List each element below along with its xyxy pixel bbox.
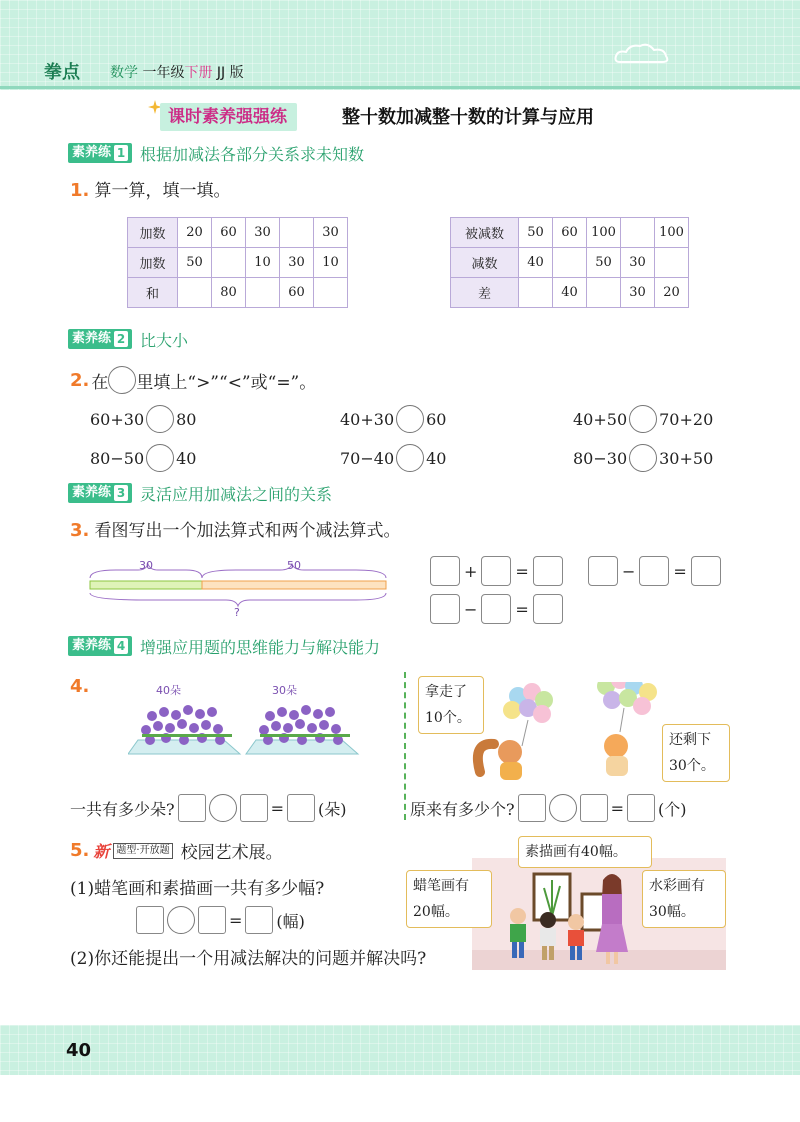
section-tag: 素养练 1	[68, 143, 132, 163]
balloon-bunch-left-icon	[503, 683, 553, 746]
subtraction-table: 被减数 50 60 100 100 减数 40 50 30 差 40 30 20	[450, 217, 689, 308]
section-title: 灵活应用加减法之间的关系	[140, 484, 333, 504]
flowerbed-label-a: 40朵	[156, 684, 181, 697]
page-number: 40	[66, 1040, 92, 1061]
question-ask-flowers: 一共有多少朵?	[70, 799, 175, 819]
answer-box[interactable]	[178, 794, 206, 822]
answer-box[interactable]	[518, 794, 546, 822]
addition-equation: + =	[430, 556, 563, 586]
compare-item-2: 40+30 60	[340, 405, 446, 433]
lesson-badge: 课时素养强强练	[160, 103, 297, 131]
operator-circle[interactable]	[549, 794, 577, 822]
page-title: 整十数加减整十数的计算与应用	[342, 107, 594, 128]
answer-box[interactable]	[588, 556, 618, 586]
answer-box[interactable]	[430, 594, 460, 624]
fox-icon	[604, 734, 628, 776]
section-header-4	[68, 635, 380, 657]
segment-label-b: 50	[287, 559, 301, 572]
section-tag: 素养练 4	[68, 636, 132, 656]
answer-box[interactable]	[240, 794, 268, 822]
question-number: 3.	[70, 520, 90, 541]
question-text: 校园艺术展。	[180, 843, 283, 863]
operator-circle[interactable]	[209, 794, 237, 822]
question-2	[70, 366, 316, 394]
answer-box[interactable]	[481, 594, 511, 624]
question-text: 算一算，填一填。	[94, 181, 231, 201]
question-number: 5.	[70, 840, 90, 861]
segment-diagram	[86, 556, 396, 624]
balloons-illustration	[472, 682, 672, 786]
section-header-3	[68, 482, 332, 504]
question-text-a: 在	[91, 372, 109, 393]
section-tag: 素养练 2	[68, 329, 132, 349]
question-number: 4.	[70, 676, 90, 697]
book-info	[110, 62, 244, 82]
unit-label: (幅)	[276, 911, 305, 931]
question-text-b: 里填上“>”“<”或“=”。	[136, 372, 317, 393]
compare-circle[interactable]	[396, 405, 424, 433]
answer-box[interactable]	[481, 556, 511, 586]
section-title: 根据加减法各部分关系求未知数	[140, 144, 365, 164]
operator-circle[interactable]	[167, 906, 195, 934]
question-text: 看图写出一个加法算式和两个减法算式。	[94, 521, 401, 541]
sample-circle	[108, 366, 136, 394]
subtraction-equation-1: − =	[588, 556, 721, 586]
section-header-2	[68, 328, 188, 350]
question-3	[70, 516, 400, 541]
compare-item-4: 80−50 40	[90, 444, 196, 472]
edition: JJ 版	[216, 65, 244, 81]
compare-circle[interactable]	[146, 444, 174, 472]
compare-circle[interactable]	[146, 405, 174, 433]
flowerbed-right-icon	[246, 705, 358, 754]
flowerbed-left-icon	[128, 705, 240, 754]
answer-box[interactable]	[198, 906, 226, 934]
compare-circle[interactable]	[629, 405, 657, 433]
section-title: 增强应用题的思维能力与解决能力	[140, 637, 381, 657]
compare-item-5: 70−40 40	[340, 444, 446, 472]
subject: 数学	[110, 65, 138, 81]
sub-question-1: (1)蜡笔画和素描画一共有多少幅?	[70, 879, 325, 899]
grade: 一年级	[142, 65, 185, 81]
term: 下册	[184, 65, 213, 81]
section-tag: 素养练 3	[68, 483, 132, 503]
question-number: 2.	[70, 369, 90, 391]
compare-item-6: 80−30 30+50	[573, 444, 713, 472]
answer-box[interactable]	[245, 906, 273, 934]
subtraction-equation-2: − =	[430, 594, 563, 624]
answer-box[interactable]	[627, 794, 655, 822]
speech-bubble-watercolor: 水彩画有 30幅。	[642, 870, 726, 928]
answer-box[interactable]	[533, 556, 563, 586]
answer-box[interactable]	[639, 556, 669, 586]
cloud-icon	[612, 40, 672, 66]
speech-bubble-left: 还剩下 30个。	[662, 724, 730, 782]
balloon-equation: 原来有多少个? = (个)	[410, 794, 687, 822]
answer-box[interactable]	[136, 906, 164, 934]
segment-label-a: 30	[139, 559, 153, 572]
section-title: 比大小	[140, 330, 189, 350]
speech-bubble-taken: 拿走了 10个。	[418, 676, 484, 734]
question-ask-balloons: 原来有多少个?	[410, 799, 515, 819]
art-equation: = (幅)	[136, 906, 305, 934]
question-1	[70, 176, 230, 201]
unit-label: (朵)	[318, 799, 347, 819]
flower-equation: 一共有多少朵? = (朵)	[70, 794, 347, 822]
flowerbed-label-b: 30朵	[272, 684, 297, 697]
flowerbeds-illustration	[128, 696, 388, 758]
section-header-1	[68, 142, 364, 164]
segment-total-label: ?	[234, 606, 240, 619]
header-divider	[0, 86, 800, 89]
compare-item-3: 40+50 70+20	[573, 405, 713, 433]
addition-table: 加数 20 60 30 30 加数 50 10 30 10 和 80 60	[127, 217, 348, 308]
answer-box[interactable]	[430, 556, 460, 586]
footer-band	[0, 1025, 800, 1075]
squirrel-icon	[478, 740, 522, 780]
compare-item-1: 60+30 80	[90, 405, 196, 433]
speech-bubble-crayon: 蜡笔画有 20幅。	[406, 870, 492, 928]
compare-circle[interactable]	[629, 444, 657, 472]
balloon-bunch-right-icon	[597, 682, 657, 732]
answer-box[interactable]	[533, 594, 563, 624]
unit-label: (个)	[658, 799, 687, 819]
brand-logo: 拳点	[44, 62, 80, 83]
answer-box[interactable]	[691, 556, 721, 586]
speech-bubble-sketch: 素描画有40幅。	[518, 836, 652, 868]
answer-box[interactable]	[287, 794, 315, 822]
question-number: 1.	[70, 180, 90, 201]
question-type-tag: 题型·开放题	[113, 843, 172, 859]
compare-circle[interactable]	[396, 444, 424, 472]
question-5	[70, 838, 283, 863]
divider-dashed	[404, 672, 406, 820]
new-tag: 新	[93, 842, 110, 861]
brand-logo-text: 拳	[44, 62, 62, 83]
sub-question-2: (2)你还能提出一个用减法解决的问题并解决吗?	[70, 949, 427, 969]
answer-box[interactable]	[580, 794, 608, 822]
